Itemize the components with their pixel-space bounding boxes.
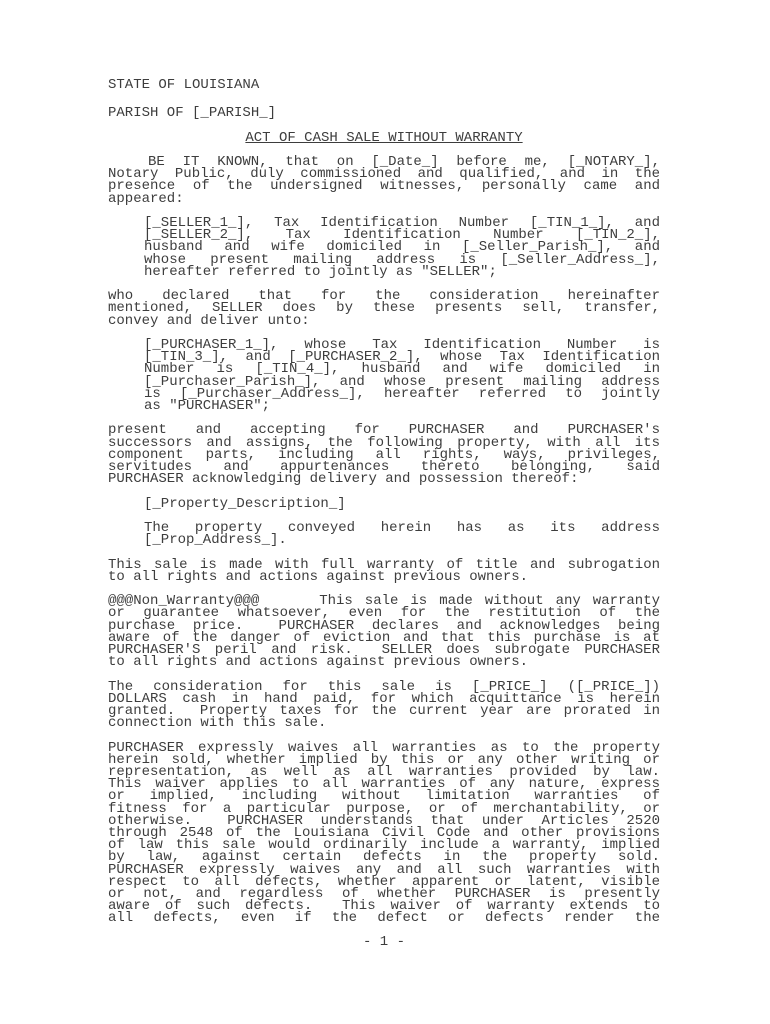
doc-line: otherwise. PURCHASER understands that under Articles 2520 xyxy=(108,812,660,829)
document-content xyxy=(108,79,660,925)
doc-line: Number is [_TIN_4_], husband and wife domiciled in xyxy=(144,361,660,378)
doc-line: hereafter referred to jointly as "SELLER"; xyxy=(144,263,497,280)
doc-line: representation, as well as all warranties provided by law. xyxy=(108,763,660,780)
doc-line: respect to all defects, whether apparent or latent, visible xyxy=(108,873,660,890)
paragraph-non-warranty xyxy=(108,593,660,671)
doc-line: [_SELLER_2_], Tax Identification Number [_TIN_2_], xyxy=(144,227,660,244)
doc-line: all defects, even if the defect or defects render the xyxy=(108,910,660,927)
doc-line: granted. Property taxes for the current year are prorated in xyxy=(108,702,660,719)
doc-line: This waiver applies to all warranties of any nature, express xyxy=(108,776,660,793)
doc-line: servitudes and appurtenances thereto belonging, said xyxy=(108,459,660,475)
doc-line: component parts, including all rights, ways, privileges, xyxy=(108,446,660,463)
doc-line: to all rights and actions against previous owners. xyxy=(108,654,529,671)
doc-line: to all rights and actions against previous owners. xyxy=(108,568,529,585)
doc-line: by law, against certain defects in the property sold. xyxy=(108,849,660,866)
doc-line: [_PURCHASER_1_], whose Tax Identification Number is xyxy=(144,336,660,353)
doc-line: [_Purchaser_Parish_], and whose present mailing address xyxy=(144,373,660,390)
doc-line: or implied, including without limitation warranties of xyxy=(108,788,660,805)
doc-line: herein sold, whether implied by this or any other writing or xyxy=(108,751,660,768)
doc-line: [_SELLER_1_], Tax Identification Number [_TIN_1_], and xyxy=(144,214,660,231)
parish-heading: PARISH OF [_PARISH_] xyxy=(108,105,277,122)
doc-line: The consideration for this sale is [_PRICE_] ([_PRICE_]) xyxy=(108,678,660,695)
doc-line: presence of the undersigned witnesses, personally came and xyxy=(108,178,660,195)
paragraph-purchaser-block xyxy=(144,336,660,414)
document-title: ACT OF CASH SALE WITHOUT WARRANTY xyxy=(245,129,523,146)
doc-line: appeared: xyxy=(108,190,184,207)
doc-line: PURCHASER'S peril and risk. SELLER does subrogate PURCHASER xyxy=(108,641,660,658)
doc-line: connection with this sale. xyxy=(108,715,327,732)
page-number: - 1 - xyxy=(362,934,405,950)
paragraph-intro xyxy=(108,153,660,207)
doc-line: successors and assigns, the following property, with all its xyxy=(108,434,660,451)
doc-line: PURCHASER expressly waives any and all such warranties with xyxy=(108,861,660,878)
doc-line: mentioned, SELLER does by these presents sell, transfer, xyxy=(108,300,660,317)
doc-line: BE IT KNOWN, that on [_Date_] before me, [_NOTARY_], xyxy=(148,153,660,170)
doc-line: husband and wife domiciled in [_Seller_Parish_], and xyxy=(144,239,660,256)
paragraph-property-description xyxy=(144,495,660,512)
doc-line: who declared that for the consideration hereinafter xyxy=(108,288,660,305)
paragraph-waiver xyxy=(108,739,660,927)
paragraph-property-address xyxy=(144,519,660,549)
doc-line: or guarantee whatsoever, even for the restitution of the xyxy=(108,605,660,622)
doc-line: present and accepting for PURCHASER and PURCHASER's xyxy=(108,422,660,439)
doc-line: through 2548 of the Louisiana Civil Code and other provisions xyxy=(108,825,660,841)
doc-line: of law this sale would ordinarily include a warranty, implied xyxy=(108,837,660,854)
document-body xyxy=(108,153,660,927)
doc-line: aware of such defects. This waiver of warranty extends to xyxy=(108,898,660,915)
doc-line: Notary Public, duly commissioned and qualified, and in the xyxy=(108,166,660,183)
doc-line: fitness for a particular purpose, or of merchantability, or xyxy=(108,800,660,817)
doc-line: PURCHASER acknowledging delivery and possession thereof: xyxy=(108,471,579,488)
doc-line: The property conveyed herein has as its address xyxy=(144,519,660,536)
doc-line: [_Property_Description_] xyxy=(144,495,346,512)
paragraph-who-declared xyxy=(108,290,660,327)
doc-line: aware of the danger of eviction and that this purchase is at xyxy=(108,629,660,646)
doc-line: purchase price. PURCHASER declares and acknowledges being xyxy=(108,617,660,634)
doc-line: @@@Non_Warranty@@@ This sale is made without any warranty xyxy=(108,593,660,610)
doc-line: This sale is made with full warranty of title and subrogation xyxy=(108,556,660,573)
doc-line: or not, and regardless of whether PURCHASER is presently xyxy=(108,886,660,903)
doc-line: whose present mailing address is [_Seller_Address_], xyxy=(144,251,660,268)
paragraph-present-accepting xyxy=(108,422,660,488)
paragraph-full-warranty xyxy=(108,556,660,585)
doc-line: convey and deliver unto: xyxy=(108,312,310,329)
doc-line: PURCHASER expressly waives all warranties as to the property xyxy=(108,739,660,756)
doc-line: is [_Purchaser_Address_], hereafter referred to jointly xyxy=(144,385,660,402)
title-row xyxy=(108,129,660,146)
paragraph-seller-block xyxy=(144,214,660,280)
state-heading: STATE OF LOUISIANA xyxy=(108,77,260,93)
doc-line: DOLLARS cash in hand paid, for which acquittance is herein xyxy=(108,690,660,707)
doc-line: [_Prop_Address_]. xyxy=(144,532,287,549)
paragraph-consideration xyxy=(108,678,660,732)
doc-line: as "PURCHASER"; xyxy=(144,398,271,414)
doc-line: [_TIN_3_], and [_PURCHASER_2_], whose Tax Identification xyxy=(144,349,660,366)
